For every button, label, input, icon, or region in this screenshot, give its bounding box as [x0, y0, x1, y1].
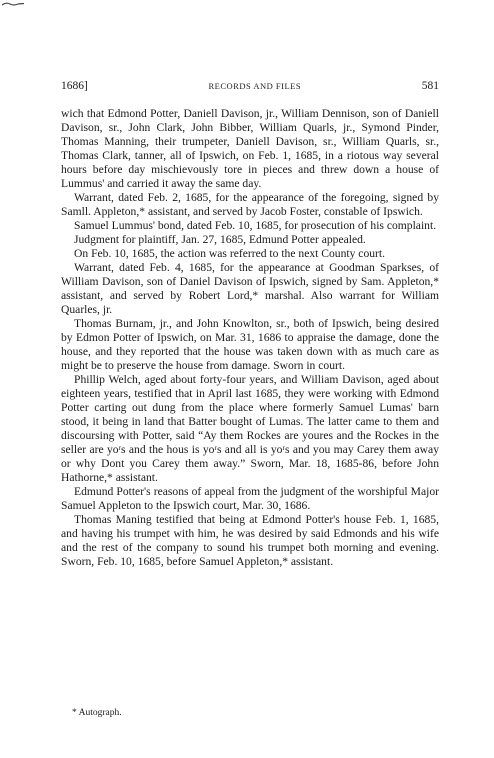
paragraph: wich that Edmond Potter, Daniell Davison, jr., William Dennison, son of Daniell Davison, sr., John Clark, John Bibber, William Quarls, jr., Symond Pinder, Thomas Manning, their trumpeter, Daniell Davison, sr., William Quarls, sr., Thomas Clark, tanner, all of Ipswich, on Feb. 1, 1685, in a riotous way several hours before day mischievously tore in pieces and threw down a house of Lummus' and carried it away the same day.: [61, 107, 439, 190]
footnote: * Autograph.: [72, 708, 122, 718]
paragraph: Warrant, dated Feb. 2, 1685, for the appearance of the foregoing, signed by Samll. Appleton,* assistant, and served by Jacob Foster, constable of Ipswich.: [61, 191, 439, 218]
paragraph: Edmund Potter's reasons of appeal from the judgment of the worshipful Major Samuel Appleton to the Ipswich court, Mar. 30, 1686.: [61, 485, 439, 512]
paragraph: Thomas Maning testified that being at Edmond Potter's house Feb. 1, 1685, and having his trumpet with him, he was desired by said Edmonds and his wife and the rest of the company to sound his trumpet both morning and evening. Sworn, Feb. 10, 1685, before Samuel Appleton,* assistant.: [61, 513, 439, 568]
page-number: 581: [421, 80, 439, 92]
running-header: [61, 80, 439, 92]
paragraph: Samuel Lummus' bond, dated Feb. 10, 1685, for prosecution of his complaint.: [74, 219, 437, 232]
page-body: [61, 107, 439, 569]
paragraph: Warrant, dated Feb. 4, 1685, for the appearance at Goodman Sparkses, of William Davison, son of Daniel Davison of Ipswich, signed by Sam. Appleton,* assistant, and served by Robert Lord,* marshal. Also warrant for William Quarles, jr.: [61, 261, 439, 316]
paragraph: Phillip Welch, aged about forty-four years, and William Davison, aged about eighteen years, testified that in April last 1685, they were working with Edmond Potter carting out dung from the place where formerly Samuel Lumas' barn stood, it being in land that Batter bought of Lumas. The latter came to them and discoursing with Potter, said “Ay them Rockes are youres and the Rockes in the seller are yoʳs and the hous is yoʳs and all is yoʳs and you may Carey them away or why Dont you Carey them away.” Sworn, Mar. 18, 1685-86, before John Hathorne,* assistant.: [61, 373, 439, 484]
ink-mark: [2, 2, 24, 6]
header-title: RECORDS AND FILES: [208, 81, 302, 91]
paragraph: Judgment for plaintiff, Jan. 27, 1685, Edmund Potter appealed.: [74, 233, 366, 246]
header-year: 1686]: [61, 80, 88, 92]
paragraph: Thomas Burnam, jr., and John Knowlton, sr., both of Ipswich, being desired by Edmon Potter of Ipswich, on Mar. 31, 1686 to appraise the damage, done the house, and they reported that the house was taken down with as much care as might be to preserve the house from damage. Sworn in court.: [61, 317, 439, 372]
paragraph: On Feb. 10, 1685, the action was referred to the next County court.: [74, 247, 386, 260]
